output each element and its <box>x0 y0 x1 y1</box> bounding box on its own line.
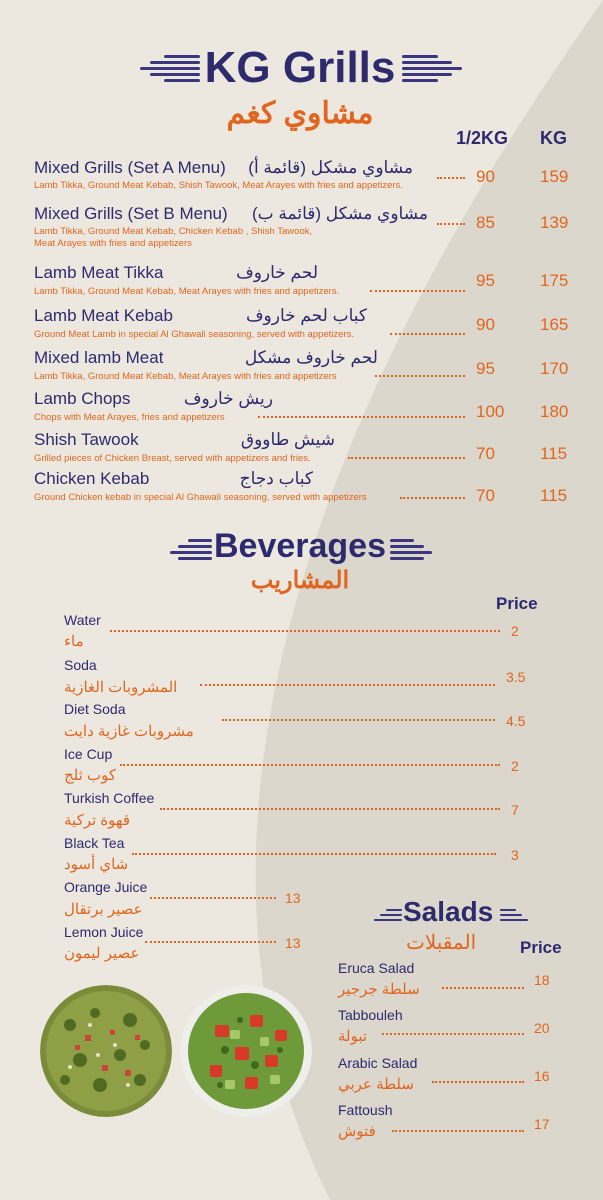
grill-item-desc: Ground Chicken kebab in special Al Ghawali seasoning, served with appetizers <box>34 492 367 503</box>
arabic-salad-photo <box>180 985 312 1117</box>
beverage-name: Ice Cup <box>64 746 113 762</box>
salad-name: Eruca Salad <box>338 960 415 976</box>
beverage-name-ar: كوب ثلج <box>64 767 117 784</box>
grill-item-desc: Lamb Tikka, Ground Meat Kebab, Chicken Kebab , Shish Tawook, Meat Arayes with fries and appetizers <box>34 226 313 249</box>
beverages-title-ar: المشاريب <box>250 567 350 594</box>
beverage-name: Lemon Juice <box>64 924 144 940</box>
beverage-price: 13 <box>285 890 301 906</box>
grill-item-name: Mixed Grills (Set B Menu) <box>34 204 228 223</box>
leader-dots <box>392 1130 524 1132</box>
leader-dots <box>145 941 276 943</box>
leader-dots <box>370 290 465 292</box>
beverage-name-ar: قهوة تركية <box>64 812 131 829</box>
beverage-price: 2 <box>511 758 519 774</box>
salad-name: Arabic Salad <box>338 1055 418 1071</box>
salad-name: Fattoush <box>338 1102 393 1118</box>
leader-dots <box>375 375 465 377</box>
beverage-name-ar: عصير برتقال <box>64 901 143 918</box>
grill-item-name-ar: كباب دجاج <box>239 469 313 488</box>
grill-item-name-ar: شيش طاووق <box>240 430 335 449</box>
grill-item-desc: Lamb Tikka, Ground Meat Kebab, Meat Arayes with fries and appetizers. <box>34 286 340 297</box>
salads-decoration-right <box>500 906 528 924</box>
price-kg: 165 <box>540 315 569 334</box>
leader-dots <box>432 1081 524 1083</box>
leader-dots <box>222 719 495 721</box>
grill-item-name: Lamb Chops <box>34 389 131 408</box>
grill-item-name: Lamb Meat Kebab <box>34 306 173 325</box>
grill-item-name-ar: كباب لحم خاروف <box>245 306 367 325</box>
price-half-kg: 100 <box>476 402 505 421</box>
salads-title: Salads <box>403 896 494 927</box>
title-decoration-right <box>402 52 462 85</box>
leader-dots <box>258 416 465 418</box>
grill-item-desc: Grilled pieces of Chicken Breast, served with appetizers and fries. <box>34 453 311 464</box>
price-kg: 175 <box>540 271 569 290</box>
beverage-price: 3 <box>511 847 519 863</box>
grill-item-name: Shish Tawook <box>34 430 139 449</box>
grill-item-name-ar: لحم خاروف مشكل <box>244 348 378 367</box>
price-kg: 115 <box>540 444 568 463</box>
price-half-kg: 95 <box>476 359 495 378</box>
beverage-name-ar: المشروبات الغازية <box>64 679 178 696</box>
column-header-kg: KG <box>540 128 567 148</box>
beverage-name-ar: مشروبات غازية دايت <box>64 723 194 740</box>
leader-dots <box>200 684 495 686</box>
grill-item-name: Mixed Grills (Set A Menu) <box>34 158 226 177</box>
grill-item-name-ar: لحم خاروف <box>236 263 318 282</box>
price-kg: 115 <box>540 486 568 505</box>
tabbouleh-photo <box>40 985 172 1117</box>
price-kg: 139 <box>540 213 569 232</box>
leader-dots <box>442 987 524 989</box>
leader-dots <box>400 497 465 499</box>
salad-price: 18 <box>534 972 550 988</box>
leader-dots <box>437 177 465 179</box>
price-half-kg: 95 <box>476 271 495 290</box>
beverage-price: 2 <box>511 623 519 639</box>
salad-price: 16 <box>534 1068 550 1084</box>
salad-name-ar: سلطة عربي <box>338 1076 414 1093</box>
grill-item-name-ar: مشاوي مشكل (قائمة أ) <box>248 158 413 177</box>
title-decoration-left <box>140 52 200 85</box>
salad-name-ar: تبولة <box>338 1028 368 1045</box>
salads-title-ar: المقبلات <box>406 932 477 954</box>
leader-dots <box>160 808 500 810</box>
beverages-decoration-left <box>170 536 212 563</box>
price-half-kg: 90 <box>476 315 495 334</box>
grill-item-desc: Lamb Tikka, Ground Meat Kebab, Shish Tawook, Meat Arayes with fries and appetizers. <box>34 180 403 191</box>
beverage-name-ar: شاي أسود <box>64 856 129 873</box>
price-half-kg: 70 <box>476 486 495 505</box>
grill-item-name-ar: مشاوي مشكل (قائمة ب) <box>252 204 428 223</box>
beverage-name: Soda <box>64 657 97 673</box>
grill-item-name: Mixed lamb Meat <box>34 348 164 367</box>
beverage-name-ar: ماء <box>64 633 84 650</box>
leader-dots <box>437 223 465 225</box>
price-kg: 180 <box>540 402 569 421</box>
leader-dots <box>120 764 500 766</box>
leader-dots <box>150 897 276 899</box>
beverage-name: Black Tea <box>64 835 125 851</box>
beverages-title: Beverages <box>213 527 386 565</box>
grill-item-desc: Lamb Tikka, Ground Meat Kebab, Meat Arayes with fries and appetizers <box>34 371 337 382</box>
leader-dots <box>382 1033 524 1035</box>
beverage-price: 7 <box>511 802 519 818</box>
beverage-name-ar: عصير ليمون <box>64 945 140 962</box>
beverage-name: Water <box>64 612 101 628</box>
grill-item-name: Lamb Meat Tikka <box>34 263 164 282</box>
salad-name-ar: فتوش <box>338 1123 376 1140</box>
leader-dots <box>390 333 465 335</box>
salads-decoration-left <box>374 906 402 924</box>
beverages-price-header: Price <box>496 594 538 613</box>
salad-price: 20 <box>534 1020 550 1036</box>
beverage-price: 13 <box>285 935 301 951</box>
price-half-kg: 90 <box>476 167 495 186</box>
price-half-kg: 85 <box>476 213 495 232</box>
leader-dots <box>348 457 465 459</box>
salads-price-header: Price <box>520 938 562 957</box>
salad-name: Tabbouleh <box>338 1007 403 1023</box>
beverage-price: 3.5 <box>506 669 526 685</box>
price-kg: 159 <box>540 167 569 186</box>
beverages-decoration-right <box>390 536 432 563</box>
beverage-name: Orange Juice <box>64 879 148 895</box>
beverage-name: Diet Soda <box>64 701 126 717</box>
beverage-name: Turkish Coffee <box>64 790 155 806</box>
grill-item-desc: Ground Meat Lamb in special Al Ghawali seasoning, served with appetizers. <box>34 329 355 340</box>
leader-dots <box>132 853 496 855</box>
salad-price: 17 <box>534 1116 550 1132</box>
beverage-price: 4.5 <box>506 713 526 729</box>
grill-item-name: Chicken Kebab <box>34 469 150 488</box>
column-header-half-kg: 1/2KG <box>456 128 509 148</box>
price-half-kg: 70 <box>476 444 495 463</box>
leader-dots <box>110 630 500 632</box>
grill-item-desc: Chops with Meat Arayes, fries and appetizers <box>34 412 225 423</box>
page-title-ar: مشاوي كغم <box>226 97 374 130</box>
grill-item-name-ar: ريش خاروف <box>183 389 273 408</box>
salad-name-ar: سلطة جرجير <box>338 981 420 998</box>
page-title: KG Grills <box>204 43 396 92</box>
price-kg: 170 <box>540 359 569 378</box>
